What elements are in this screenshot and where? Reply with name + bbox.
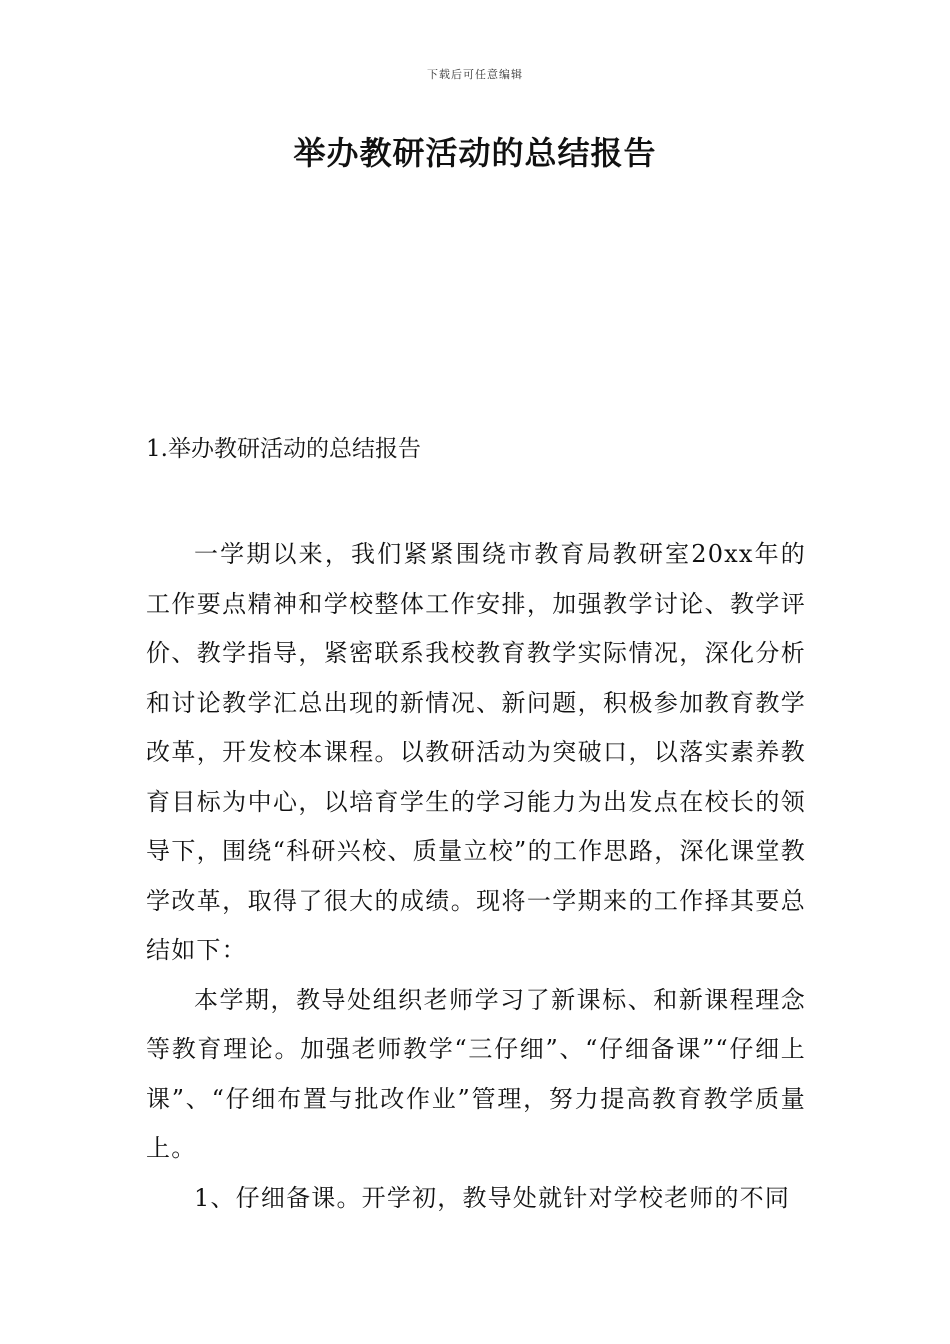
document-title: 举办教研活动的总结报告 [293,134,657,172]
body-text [146,530,806,1223]
paragraph: 本学期，教导处组织老师学习了新课标、和新课程理念等教育理论。加强老师教学“三仔细”、“仔细备课”“仔细上课”、“仔细布置与批改作业”管理，努力提高教育教学质量上。 [146,985,806,1162]
paragraph: 1、仔细备课。开学初，教导处就针对学校老师的不同 [194,1183,791,1212]
paragraph: 一学期以来，我们紧紧围绕市教育局教研室20xx年的工作要点精神和学校整体工作安排，加强教学讨论、教学评价、教学指导，紧密联系我校教育教学实际情况，深化分析和讨论教学汇总出现的新情况、新问题，积极参加教育教学改革，开发校本课程。以教研活动为突破口，以落实素养教育目标为中心，以培育学生的学习能力为出发点在校长的领导下，围绕“科研兴校、质量立校”的工作思路，深化课堂教学改革，取得了很大的成绩。现将一学期来的工作择其要总结如下： [146,540,806,964]
section-heading: 1.举办教研活动的总结报告 [146,436,421,462]
header-note: 下载后可任意编辑 [427,68,523,81]
